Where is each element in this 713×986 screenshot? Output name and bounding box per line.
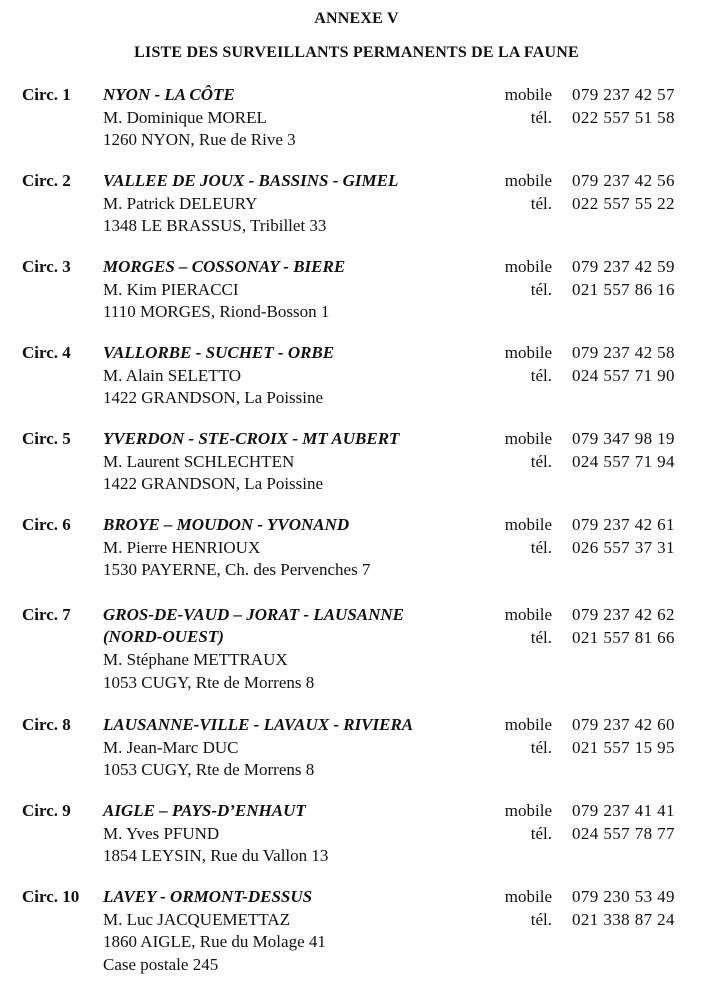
phone-row [470,537,713,560]
mobile-row [470,256,713,279]
region-name [103,714,413,736]
region-name [103,428,399,450]
region-line: VALLORBE - SUCHET - ORBE [103,343,335,362]
surveillant-name: M. Stéphane METTRAUX [103,650,288,669]
region-line: BROYE – MOUDON - YVONAND [103,515,350,534]
surveillant-name: M. Laurent SCHLECHTEN [103,451,295,471]
surveillant-name: M. Yves PFUND [103,823,220,843]
phone-row [470,451,713,474]
address-line: 1422 GRANDSON, La Poissine [103,474,324,493]
region-line: LAVEY - ORMONT-DESSUS [103,887,313,906]
surveillant-name: M. Luc JACQUEMETTAZ [103,909,291,929]
mobile-number: 079 230 53 49 [572,887,675,906]
phone-label: tél. [530,107,552,127]
phone-label: tél. [530,627,552,647]
region-name [103,170,398,192]
mobile-label: mobile [504,715,552,734]
surveillant-details [103,537,370,582]
circ-label: Circ. 6 [22,515,71,534]
address-line: 1260 NYON, Rue de Rive 3 [103,130,296,149]
region-line: (NORD-OUEST) [103,627,224,646]
contact-block [470,604,713,649]
surveillant-details [103,107,296,152]
circ-label: Circ. 5 [22,429,71,448]
surveillant-name: M. Alain SELETTO [103,365,242,385]
contact-block [470,256,713,301]
contact-block [470,428,713,473]
address-line: 1110 MORGES, Riond-Bosson 1 [103,302,330,321]
contact-block [470,886,713,931]
phone-label: tél. [530,279,552,299]
mobile-label: mobile [504,605,552,624]
surveillant-details [103,279,329,324]
phone-number: 021 557 81 66 [572,627,675,647]
region-line: AIGLE – PAYS-D’ENHAUT [103,801,306,820]
phone-number: 022 557 55 22 [572,193,675,213]
circ-label: Circ. 4 [22,343,71,362]
mobile-number: 079 237 42 59 [572,257,675,276]
phone-row [470,365,713,388]
mobile-row [470,604,713,627]
mobile-row [470,342,713,365]
mobile-number: 079 237 42 58 [572,343,675,362]
surveillant-details [103,909,326,977]
mobile-label: mobile [504,85,552,104]
phone-row [470,279,713,302]
phone-number: 021 557 15 95 [572,737,675,757]
mobile-row [470,886,713,909]
mobile-number: 079 237 42 60 [572,715,675,734]
address-line: Case postale 245 [103,954,219,974]
region-name [103,514,349,536]
region-name [103,604,404,648]
contact-block [470,714,713,759]
address-line: 1854 LEYSIN, Rue du Vallon 13 [103,846,329,865]
contact-block [470,84,713,129]
list-title: LISTE DES SURVEILLANTS PERMANENTS DE LA FAUNE [134,44,579,61]
phone-label: tél. [530,737,552,757]
phone-label: tél. [530,193,552,213]
circ-label: Circ. 1 [22,85,71,104]
circ-label: Circ. 10 [22,887,80,906]
address-line: 1348 LE BRASSUS, Tribillet 33 [103,216,327,235]
mobile-row [470,84,713,107]
surveillant-details [103,451,323,496]
contact-block [470,514,713,559]
phone-row [470,193,713,216]
region-line: VALLEE DE JOUX - BASSINS - GIMEL [103,171,399,190]
phone-number: 026 557 37 31 [572,537,675,557]
phone-number: 021 557 86 16 [572,279,675,299]
phone-number: 022 557 51 58 [572,107,675,127]
circ-label: Circ. 7 [22,605,71,624]
surveillant-details [103,649,314,694]
mobile-label: mobile [504,257,552,276]
circ-label: Circ. 3 [22,257,71,276]
mobile-row [470,514,713,537]
phone-number: 024 557 71 94 [572,451,675,471]
address-line: 1530 PAYERNE, Ch. des Pervenches 7 [103,560,371,579]
region-name [103,256,345,278]
phone-row [470,627,713,650]
mobile-label: mobile [504,887,552,906]
surveillant-name: M. Pierre HENRIOUX [103,537,261,557]
region-name [103,84,235,106]
phone-label: tél. [530,451,552,471]
mobile-number: 079 237 41 41 [572,801,675,820]
mobile-label: mobile [504,801,552,820]
phone-row [470,107,713,130]
surveillant-details [103,365,323,410]
surveillant-name: M. Patrick DELEURY [103,193,258,213]
region-line: NYON - LA CÔTE [103,85,235,104]
mobile-number: 079 237 42 57 [572,85,675,104]
circ-label: Circ. 2 [22,171,71,190]
mobile-label: mobile [504,515,552,534]
circ-label: Circ. 9 [22,801,71,820]
surveillant-details [103,737,314,782]
phone-number: 024 557 78 77 [572,823,675,843]
address-line: 1053 CUGY, Rte de Morrens 8 [103,672,315,692]
mobile-number: 079 347 98 19 [572,429,675,448]
phone-label: tél. [530,365,552,385]
surveillant-name: M. Dominique MOREL [103,107,267,127]
region-line: YVERDON - STE-CROIX - MT AUBERT [103,429,400,448]
region-name [103,342,334,364]
region-name [103,800,306,822]
surveillant-details [103,193,326,238]
mobile-row [470,800,713,823]
mobile-row [470,428,713,451]
phone-row [470,909,713,932]
region-name [103,886,312,908]
mobile-number: 079 237 42 61 [572,515,675,534]
phone-label: tél. [530,823,552,843]
region-line: GROS-DE-VAUD – JORAT - LAUSANNE [103,605,405,624]
region-line: MORGES – COSSONAY - BIERE [103,257,346,276]
phone-number: 024 557 71 90 [572,365,675,385]
mobile-number: 079 237 42 56 [572,171,675,190]
contact-block [470,170,713,215]
surveillant-details [103,823,328,868]
mobile-label: mobile [504,171,552,190]
mobile-number: 079 237 42 62 [572,605,675,624]
address-line: 1860 AIGLE, Rue du Molage 41 [103,932,326,951]
phone-label: tél. [530,537,552,557]
mobile-label: mobile [504,343,552,362]
phone-row [470,737,713,760]
phone-row [470,823,713,846]
mobile-row [470,714,713,737]
address-line: 1053 CUGY, Rte de Morrens 8 [103,760,315,779]
contact-block [470,342,713,387]
contact-block [470,800,713,845]
phone-label: tél. [530,909,552,929]
annex-title: ANNEXE V [314,10,399,27]
surveillant-name: M. Jean-Marc DUC [103,737,239,757]
phone-number: 021 338 87 24 [572,909,675,929]
mobile-row [470,170,713,193]
mobile-label: mobile [504,429,552,448]
circ-label: Circ. 8 [22,715,71,734]
surveillant-name: M. Kim PIERACCI [103,279,239,299]
region-line: LAUSANNE-VILLE - LAVAUX - RIVIERA [103,715,414,734]
address-line: 1422 GRANDSON, La Poissine [103,388,324,407]
